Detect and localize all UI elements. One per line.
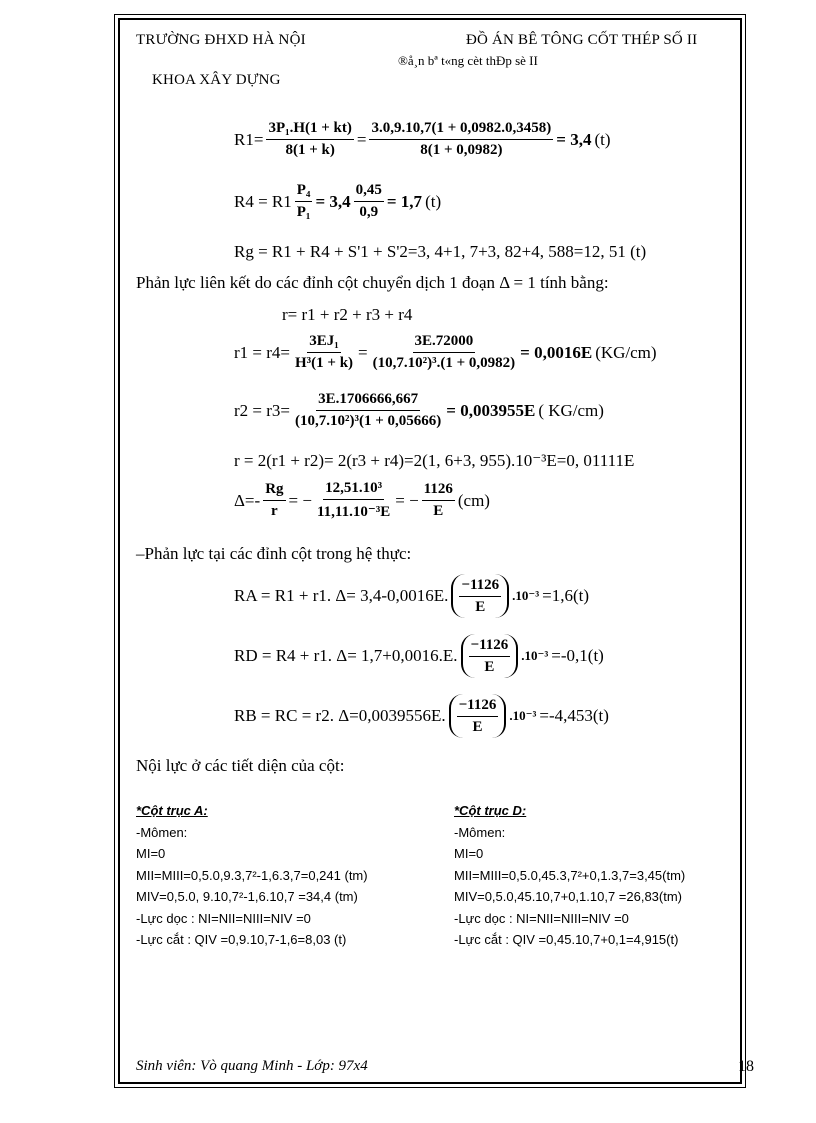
- eq-r1-frac1-num: 3P₁.H(1 + kt): [266, 120, 353, 140]
- eq-r1-lhs: R1=: [234, 129, 264, 149]
- eq-r1r4-frac1-num: 3EJ₁: [307, 333, 341, 353]
- eq-r4-mid: = 3,4: [315, 191, 351, 211]
- column-d-title: *Cột trục D:: [454, 803, 527, 818]
- header-project: ĐỒ ÁN BÊ TÔNG CỐT THÉP SỐ II: [466, 32, 698, 48]
- eq-ra-paren: [451, 574, 509, 618]
- footer-page-number: 18: [738, 1058, 754, 1075]
- header-faculty: KHOA XÂY DỰNG: [152, 72, 281, 88]
- eq-ra-result: =1,6(t): [542, 586, 590, 605]
- eq-r1-frac1-den: 8(1 + k): [285, 142, 335, 158]
- column-d-line: MIV=0,5.0,45.10,7+0,1.10,7 =26,83(tm): [454, 889, 683, 904]
- eq-r4-unit: (t): [425, 191, 442, 211]
- eq-r2r3-result: = 0,003955E: [446, 400, 536, 420]
- eq-rd-frac: [469, 637, 511, 676]
- eq-r1-frac2-num: 3.0,9.10,7(1 + 0,0982.0,3458): [369, 120, 553, 140]
- eq-ra-lhs: RA = R1 + r1. Δ= 3,4-0,0016E.: [234, 586, 449, 605]
- eq-r4-result: = 1,7: [386, 191, 423, 211]
- equation-r1-r4: [234, 333, 657, 372]
- eq-r4-lhs: R4 = R1: [234, 191, 292, 211]
- equation-rd: [234, 634, 604, 678]
- eq-rd-result: =-0,1(t): [551, 646, 604, 665]
- eq-delta-lhs: Δ=-: [234, 490, 261, 510]
- equation-r4: [234, 182, 441, 221]
- equation-r2-r3: [234, 391, 604, 430]
- eq-r2r3-frac-num: 3E.1706666,667: [316, 391, 420, 411]
- eq-r1r4-frac2-num: 3E.72000: [413, 333, 476, 353]
- eq-delta-frac2: [315, 480, 392, 521]
- equation-delta: [234, 480, 490, 521]
- eq-rd-lhs: RD = R4 + r1. Δ= 1,7+0,0016.E.: [234, 646, 458, 665]
- eq-r1r4-frac1: [293, 333, 355, 372]
- eq-r1r4-lhs: r1 = r4=: [234, 342, 290, 362]
- eq-rb-frac-den: E: [472, 718, 483, 735]
- column-d-line: -Lực cắt : QIV =0,45.10,7+0,1=4,915(t): [454, 932, 679, 947]
- eq-r1r4-unit: (KG/cm): [595, 342, 657, 362]
- eq-delta-frac1-num: Rg: [263, 481, 285, 501]
- eq-delta-unit: (cm): [457, 490, 490, 510]
- column-a-block: [136, 800, 368, 951]
- eq-r4-frac1-num: P₄: [295, 182, 313, 202]
- eq-r4-frac2-den: 0,9: [359, 204, 379, 220]
- eq-rd-paren: [461, 634, 519, 678]
- column-a-line: -Lực cắt : QIV =0,9.10,7-1,6=8,03 (t): [136, 932, 347, 947]
- column-a-line: -Mômen:: [136, 824, 188, 840]
- eq-r2r3-unit: ( KG/cm): [538, 400, 604, 420]
- eq-r1r4-eq: =: [358, 342, 368, 362]
- eq-rb-lhs: RB = RC = r2. Δ=0,0039556E.: [234, 706, 446, 725]
- eq-rd-frac-den: E: [484, 658, 495, 675]
- eq-rb-paren: [449, 694, 507, 738]
- eq-rb-frac: [457, 697, 499, 736]
- eq-r1-frac1: [266, 120, 353, 159]
- eq-delta-frac1-den: r: [271, 503, 278, 519]
- eq-r4-frac2: [354, 182, 384, 221]
- eq-r1r4-frac2-den: (10,7.10²)³.(1 + 0,0982): [372, 355, 516, 371]
- equation-r1: [234, 120, 611, 159]
- equation-rg: Rg = R1 + R4 + S'1 + S'2=3, 4+1, 7+3, 82+4, 588=12, 51 (t): [234, 242, 647, 261]
- eq-delta-frac3-den: E: [433, 503, 444, 519]
- paragraph-dinh-cot: –Phản lực tại các đỉnh cột trong hệ thực:: [136, 544, 412, 563]
- eq-ra-frac-num: −1126: [459, 577, 501, 597]
- eq-ra-tail: .10⁻³: [512, 588, 540, 603]
- eq-delta-frac3: [422, 481, 455, 520]
- column-a-line: MII=MIII=0,5.0,9.3,7²-1,6.3,7=0,241 (tm): [136, 867, 368, 883]
- column-d-block: [454, 800, 685, 951]
- eq-delta-eq1: = −: [288, 490, 312, 510]
- eq-r1-frac2: [369, 120, 553, 159]
- eq-rb-frac-num: −1126: [457, 697, 499, 717]
- eq-rd-tail: .10⁻³: [521, 648, 549, 663]
- column-d-line: MII=MIII=0,5.0,45.3,7²+0,1.3,7=3,45(tm): [454, 867, 686, 883]
- eq-r1r4-result: = 0,0016E: [520, 342, 593, 362]
- eq-delta-frac1: [263, 481, 285, 520]
- eq-rd-frac-num: −1126: [469, 637, 511, 657]
- eq-rb-result: =-4,453(t): [539, 706, 609, 725]
- column-a-line: -Lực dọc : NI=NII=NIII=NIV =0: [136, 910, 311, 926]
- paragraph-noi-luc: Nội lực ở các tiết diện của cột:: [136, 756, 345, 775]
- eq-r1-result: = 3,4: [556, 129, 592, 149]
- eq-rb-tail: .10⁻³: [509, 708, 537, 723]
- eq-ra-frac-den: E: [475, 598, 486, 615]
- eq-r1r4-frac2: [371, 333, 518, 372]
- eq-r1-unit: (t): [594, 129, 611, 149]
- eq-r2r3-frac: [293, 391, 443, 430]
- equation-ra: [234, 574, 589, 618]
- column-d-line: -Mômen:: [454, 824, 506, 840]
- eq-r4-frac1: [295, 182, 313, 221]
- paragraph-phan-luc: Phản lực liên kết do các đỉnh cột chuyển dịch 1 đoạn Δ = 1 tính bằng:: [136, 273, 609, 292]
- column-d-line: -Lực dọc : NI=NII=NIII=NIV =0: [454, 910, 629, 926]
- column-d-line: MI=0: [454, 846, 484, 861]
- footer-student: Sinh viên: Vò quang Minh - Lớp: 97x4: [136, 1058, 368, 1074]
- eq-ra-frac: [459, 577, 501, 616]
- eq-r4-frac1-den: P₁: [296, 204, 311, 220]
- column-a-line: MI=0: [136, 846, 166, 861]
- eq-delta-frac2-num: 12,51.10³: [323, 480, 384, 500]
- eq-r2r3-lhs: r2 = r3=: [234, 400, 290, 420]
- header-project-garbled: ®å¸n bª t«ng cèt thÐp sè II: [398, 53, 538, 68]
- eq-delta-frac3-num: 1126: [422, 481, 455, 501]
- equation-r-sum: r= r1 + r2 + r3 + r4: [282, 305, 413, 324]
- eq-r1-frac2-den: 8(1 + 0,0982): [420, 142, 503, 158]
- column-a-line: MIV=0,5.0, 9.10,7²-1,6.10,7 =34,4 (tm): [136, 889, 358, 904]
- column-a-title: *Cột trục A:: [136, 803, 208, 818]
- eq-delta-eq2: = −: [395, 490, 419, 510]
- eq-r2r3-frac-den: (10,7.10²)³(1 + 0,05666): [295, 413, 442, 429]
- equation-r-total: r = 2(r1 + r2)= 2(r3 + r4)=2(1, 6+3, 955).10⁻³E=0, 01111E: [234, 451, 635, 470]
- eq-delta-frac2-den: 11,11.10⁻³E: [316, 504, 391, 520]
- eq-r1r4-frac1-den: H³(1 + k): [295, 355, 354, 371]
- eq-r4-frac2-num: 0,45: [354, 182, 384, 202]
- equation-rb: [234, 694, 609, 738]
- eq-r1-eq: =: [356, 129, 367, 149]
- header-school: TRƯỜNG ĐHXD HÀ NỘI: [136, 32, 306, 48]
